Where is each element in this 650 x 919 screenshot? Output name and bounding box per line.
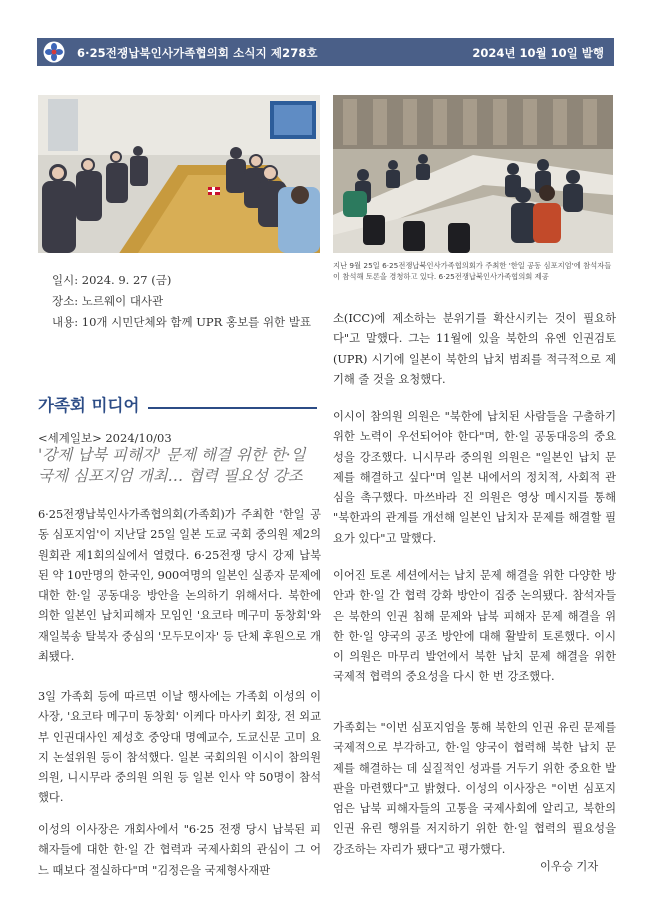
right-column-p4: 가족회는 "이번 심포지엄을 통해 북한의 인권 유린 문제를 국제적으로 부각하고, 한·일 양국이 협력해 북한 납치 문제를 해결하는 데 실질적인 성과를 거두기 위한 중요한 발판을 마련했다"고 밝혔다. 이성의 이사장은 "이번 심포지엄은 납북 피해자들의 고통을 국제사회에 알리고, 북한의 인권 유린 행위를 저지하기 위한 한·일 협력의 필요성을 강조하는 자리가 됐다"고 평가했다. — [333, 721, 616, 856]
article-byline: 이우승 기자 — [540, 860, 599, 873]
article-headline — [38, 445, 320, 487]
newsletter-title: 6·25전쟁납북인사가족협의회 소식지 제278호 — [77, 46, 318, 60]
right-column-p2: 이시이 참의원 의원은 "북한에 납치된 사람들을 구출하기 위한 노력이 우선되어야 한다"며, 한·일 공동대응의 중요성을 강조했다. 니시무라 중의원 의원은 "일본인 납치 문제를 해결하고 싶다"며 일본 내에서의 정치적, 사회적 관심을 촉구했다. 마쓰바라 진 의원은 영상 메시지를 통해 "북한과의 관계를 개선해 일본인 납치자 문제를 해결할 필요가 있다"고 말했다. — [333, 410, 616, 545]
left-column-p3: 이성의 이사장은 개회사에서 "6·25 전쟁 당시 납북된 피해자들에 대한 한·일 간 협력과 국제사회의 관심이 그 어느 때보다 절실하다"며 "김정은을 국제형사재판 — [38, 823, 321, 877]
right-column-p1: 소(ICC)에 제소하는 분위기를 확산시키는 것이 필요하다"고 말했다. 그는 11월에 있을 북한의 유엔 인권검토(UPR) 시기에 일본이 북한의 납치 범죄를 적극적으로 제기해 줄 것을 요청했다. — [333, 312, 616, 386]
event-place: 장소: 노르웨이 대사관 — [52, 294, 164, 308]
newsletter-header — [37, 38, 614, 66]
event-content: 내용: 10개 시민단체와 함께 UPR 홍보를 위한 발표 — [52, 315, 312, 329]
article-source: <세계일보> 2024/10/03 — [38, 431, 172, 445]
section-divider — [148, 407, 317, 409]
headline-line-1: '강제 납북 피해자' 문제 해결 위한 한·일 — [38, 446, 306, 464]
event-date: 일시: 2024. 9. 27 (금) — [52, 273, 172, 287]
right-column-p3: 이어진 토론 세션에서는 납치 문제 해결을 위한 다양한 방안과 한·일 간 협력 강화 방안이 집중 논의됐다. 참석자들은 북한의 인권 침해 문제와 납북 피해자 문제 해결을 위한 한·일 양국의 공조 방안에 대해 활발히 토론했다. 이시이 의원은 마무리 발언에서 북한 납치 문제 해결을 위한 국제적 협력의 중요성을 다시 한 번 강조했다. — [333, 569, 616, 684]
event-info — [52, 270, 311, 333]
section-title: 가족회 미디어 — [38, 396, 140, 415]
embassy-meeting-photo — [38, 95, 320, 253]
photo-caption: 지난 9월 25일 6·25전쟁납북인사가족협의회가 주최한 '한일 공동 심포지엄'에 참석자들이 참석해 토론을 경청하고 있다. 6·25전쟁납북인사가족협의회 제공 — [333, 261, 612, 281]
left-column-p2: 3일 가족회 등에 따르면 이날 행사에는 가족회 이성의 이사장, '요코타 메구미 동창회' 이케다 마사키 회장, 전 외교부 인권대사인 제성호 중앙대 명예교수, 도쿄신문 고미 요지 논설위원 등이 참석했다. 일본 국회의원 이시이 참의원 의원, 니시무라 중의원 의원 등 일본 인사 약 50명이 참석했다. — [38, 690, 321, 805]
left-column-p1: 6·25전쟁납북인사가족협의회(가족회)가 주최한 '한일 공동 심포지엄'이 지난달 25일 일본 도쿄 국회 중의원 제2의원회관 제1회의실에서 열렸다. 6·25전쟁 당시 강제 납북된 약 10만명의 한국인, 900여명의 일본인 실종자 문제에 대한 한·일 공동대응 방안을 논의하기 위해서다. 북한에 의한 일본인 납치피해자 모임인 '요코타 메구미 동창회'와 재일북송 탈북자 중심의 '모두모이자' 등 단체 후원으로 개최됐다. — [38, 508, 321, 664]
flower-logo-icon — [43, 41, 65, 63]
symposium-photo — [333, 95, 613, 253]
issue-date: 2024년 10월 10일 발행 — [472, 46, 604, 60]
headline-line-2: 국제 심포지엄 개최… 협력 필요성 강조 — [38, 467, 303, 485]
